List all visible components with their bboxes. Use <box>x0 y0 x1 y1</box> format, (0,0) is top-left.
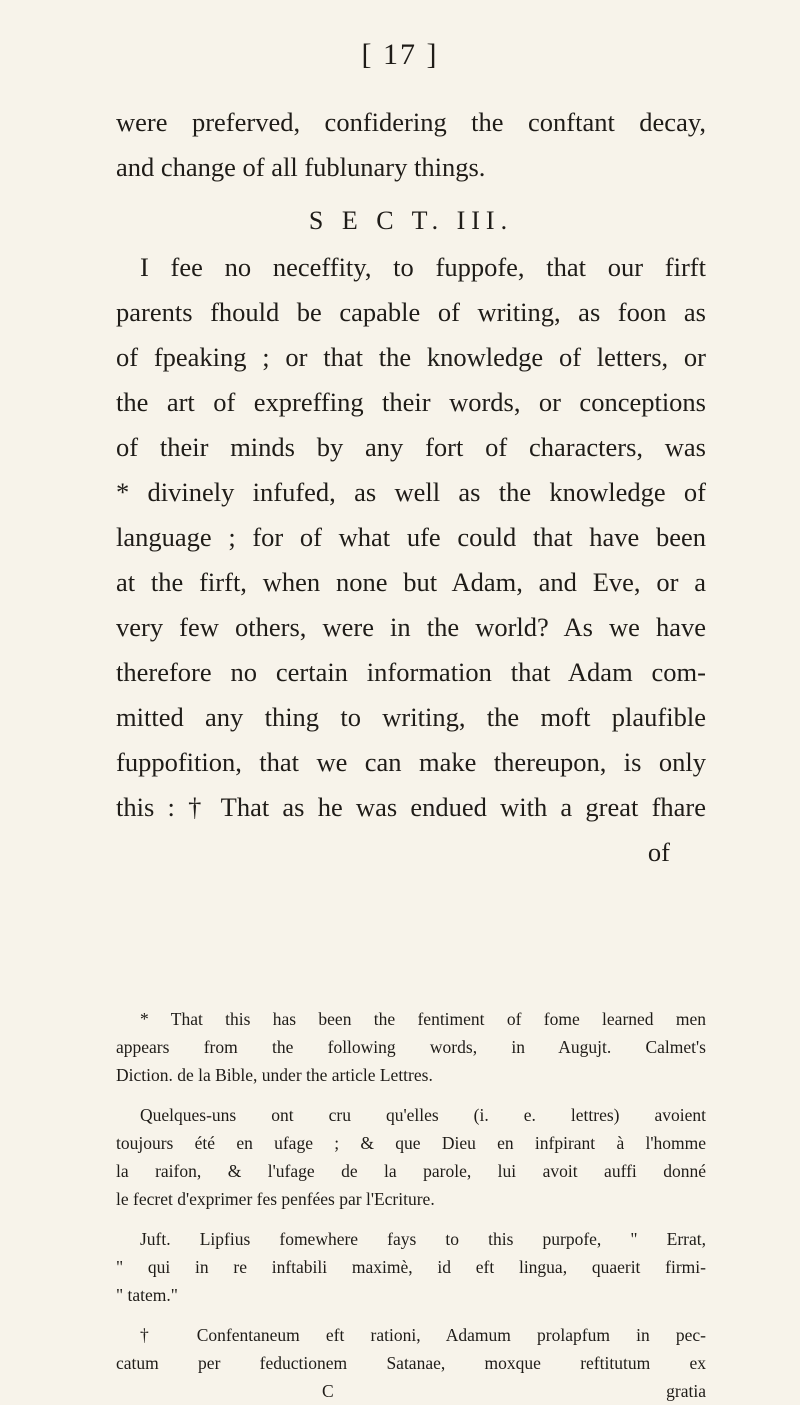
text-line: I fee no neceffity, to fuppofe, that our firft <box>140 252 706 282</box>
text-line: of their minds by any fort of characters, was <box>116 432 706 462</box>
footnote-line: Juft. Lipfius fomewhere fays to this purpofe, " Errat, <box>140 1229 706 1249</box>
footnote-line: † Confentaneum eft rationi, Adamum prolapfum in pec- <box>140 1325 706 1345</box>
footnote-line: Diction. de la Bible, under the article Lettres. <box>116 1065 433 1085</box>
footnote-line: toujours été en ufage ; & que Dieu en infpirant à l'homme <box>116 1133 706 1153</box>
text-line: fuppofition, that we can make thereupon, is only <box>116 747 706 777</box>
footnote-line: Quelques-uns ont cru qu'elles (i. e. lettres) avoient <box>140 1105 706 1125</box>
footnote-line: " tatem." <box>116 1285 178 1305</box>
signature-line <box>116 1377 706 1405</box>
catchword: of <box>647 837 670 867</box>
footnote-catchword: gratia <box>666 1381 706 1401</box>
signature-mark: C <box>322 1381 334 1401</box>
text-line: at the firft, when none but Adam, and Eve, or a <box>116 567 706 597</box>
text-line: mitted any thing to writing, the moft plaufible <box>116 702 706 732</box>
text-line: language ; for of what ufe could that have been <box>116 522 706 552</box>
text-line: * divinely infufed, as well as the knowledge of <box>116 477 706 507</box>
footnote-line: " qui in re inftabili maximè, id eft lingua, quaerit firmi- <box>116 1257 706 1277</box>
footnote-line: appears from the following words, in Augujt. Calmet's <box>116 1037 706 1057</box>
text-line: and change of all fublunary things. <box>116 152 486 182</box>
footnote-line: la raifon, & l'ufage de la parole, lui avoit auffi donné <box>116 1161 706 1181</box>
text-line: parents fhould be capable of writing, as foon as <box>116 297 706 327</box>
main-text <box>116 100 706 875</box>
text-line: this : † That as he was endued with a great fhare <box>116 792 706 822</box>
text-line: were preferved, confidering the conftant decay, <box>116 107 706 137</box>
footnotes <box>116 1005 706 1405</box>
text-line: the art of expreffing their words, or conceptions <box>116 387 706 417</box>
footnote-line: catum per feductionem Satanae, moxque reftitutum ex <box>116 1353 706 1373</box>
text-line: very few others, were in the world? As we have <box>116 612 706 642</box>
page-number: [ 17 ] <box>361 38 439 71</box>
section-heading: S E C T. III. <box>308 206 514 235</box>
text-line: therefore no certain information that Adam com- <box>116 657 706 687</box>
footnote-line: * That this has been the fentiment of fome learned men <box>140 1009 706 1029</box>
footnote-line: le fecret d'exprimer fes penfées par l'Ecriture. <box>116 1189 435 1209</box>
text-line: of fpeaking ; or that the knowledge of letters, or <box>116 342 706 372</box>
